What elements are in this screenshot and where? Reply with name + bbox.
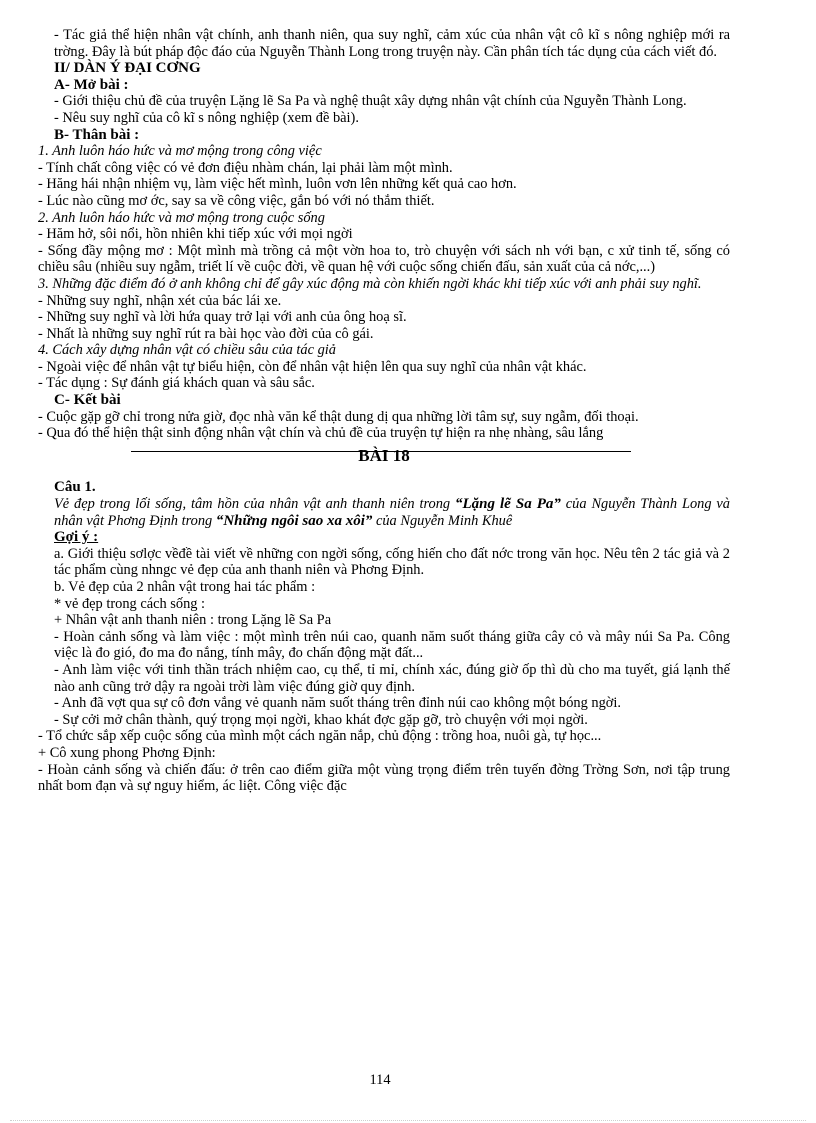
page-number: 114: [369, 1072, 391, 1088]
answer-line-8: - Sự cởi mở chân thành, quý trọng mọi ngời, khao khát đợc gặp gỡ, trò chuyện với mọi ngời.: [54, 711, 588, 728]
heading-outline: II/ DÀN Ý ĐẠI CƠNG: [54, 60, 201, 77]
question-prompt: [38, 496, 730, 529]
answer-line-5: - Hoàn cảnh sống và làm việc : một mình trên núi cao, quanh năm suốt tháng giữa cây cỏ và mây núi Sa Pa. Công việc là đo gió, đo ma đo nắng, tính mây, đo chấn động mặt đất...: [54, 628, 730, 662]
heading-mo-bai: A- Mở bài :: [54, 76, 129, 93]
answer-line-6: - Anh làm việc với tinh thần trách nhiệm cao, cụ thể, tỉ mỉ, chính xác, đúng giờ ốp thì dù cho ma tuyết, giá lạnh thế nào anh cũng trở dậy ra ngoài trời làm việc đúng giờ quy định.: [54, 661, 730, 695]
prompt-text-1: Vẻ đẹp trong lối sống, tâm hồn của nhân vật anh thanh niên trong: [54, 496, 455, 513]
answer-line-10: + Cô xung phong Phơng Định:: [38, 744, 216, 761]
answer-line-2: b. Vẻ đẹp của 2 nhân vật trong hai tác phẩm :: [54, 579, 316, 595]
mo-bai-line-2: - Nêu suy nghĩ của cô kĩ s nông nghiệp (xem đề bài).: [54, 109, 359, 126]
mo-bai-line-1: - Giới thiệu chủ đề của truyện Lặng lẽ Sa Pa và nghệ thuật xây dựng nhân vật chính của Nguyễn Thành Long.: [54, 93, 687, 110]
than-bai-line-8: - Nhất là những suy nghĩ rút ra bài học vào đời của cô gái.: [38, 325, 374, 342]
subheading-3: 3. Những đặc điểm đó ở anh không chỉ để gây xúc động mà còn khiến ngời khác khi tiếp xúc với anh phải suy nghĩ.: [38, 275, 702, 292]
than-bai-line-1: - Tính chất công việc có vẻ đơn điệu nhàm chán, lại phải làm một mình.: [38, 159, 453, 176]
answer-line-7: - Anh đã vợt qua sự cô đơn vắng vẻ quanh năm suốt tháng trên đỉnh núi cao không một bóng ngời.: [54, 695, 621, 712]
than-bai-line-5: - Sống đầy mộng mơ : Một mình mà trồng cả một vờn hoa to, trò chuyện với sách nh với bạn, c xử tinh tế, sống có chiều sâu (nhiều suy ngẫm, triết lí về cuộc đời, về quan hệ với cuộc sống chiến đấu, sản xuất của cả nớc,...): [38, 242, 730, 276]
answer-line-3: * vẻ đẹp trong cách sống :: [54, 595, 206, 612]
than-bai-line-7: - Những suy nghĩ và lời hứa quay trở lại với anh của ông hoạ sĩ.: [38, 309, 407, 326]
subheading-4: 4. Cách xây dựng nhân vật có chiều sâu của tác giả: [38, 342, 336, 359]
heading-goi-y: [38, 529, 730, 546]
subheading-1: 1. Anh luôn háo hức và mơ mộng trong công việc: [38, 143, 322, 160]
than-bai-line-3: - Lúc nào cũng mơ ớc, say sa về công việc, gắn bó với nó thắm thiết.: [38, 192, 435, 209]
than-bai-line-6: - Những suy nghĩ, nhận xét của bác lái xe.: [38, 292, 282, 309]
than-bai-line-9: - Ngoài việc để nhân vật tự biểu hiện, còn để nhân vật hiện lên qua suy nghĩ của nhân vật khác.: [38, 358, 587, 375]
question-label: Câu 1.: [54, 479, 96, 496]
answer-line-1: a. Giới thiệu sơlợc vềđề tài viết về những con ngời sống, cống hiến cho đất nớc trong văn học. Nêu tên 2 tác giả và 2 tác phẩm cùng nhngc vẻ đẹp của anh thanh niên và Phơng Định.: [54, 545, 730, 579]
than-bai-line-2: - Hăng hái nhận nhiệm vụ, làm việc hết mình, luôn vơn lên những kết quả cao hơn.: [38, 176, 517, 193]
document-page: [38, 27, 730, 795]
footer-dotted-rule: [10, 1120, 806, 1121]
than-bai-line-4: - Hăm hở, sôi nổi, hồn nhiên khi tiếp xúc với mọi ngời: [38, 226, 353, 243]
answer-line-9: - Tổ chức sắp xếp cuộc sống của mình một cách ngăn nắp, chủ động : trồng hoa, nuôi gà, tự học...: [38, 728, 602, 745]
ket-bai-line-2: - Qua đó thể hiện thật sinh động nhân vật chín và chủ đề của truyện tự hiện ra nhẹ nhàng, sâu lắng: [38, 425, 604, 442]
work-title-nhung-ngoi-sao: “Những ngôi sao xa xôi”: [215, 512, 373, 529]
subheading-2: 2. Anh luôn háo hức và mơ mộng trong cuộc sống: [38, 209, 325, 226]
answer-line-4: + Nhân vật anh thanh niên : trong Lặng lẽ Sa Pa: [54, 612, 332, 629]
goi-y-label: Gợi ý :: [54, 529, 99, 546]
prompt-text-2: của Nguyễn Thành Long và nhân vật Phơng Định trong: [54, 496, 731, 529]
work-title-lang-le-sa-pa: “Lặng lẽ Sa Pa”: [454, 496, 561, 513]
than-bai-line-10: - Tác dụng : Sự đánh giá khách quan và sâu sắc.: [38, 375, 315, 392]
heading-than-bai: B- Thân bài :: [54, 126, 140, 143]
answer-line-11: - Hoàn cảnh sống và chiến đấu: ở trên cao điểm giữa một vùng trọng điểm trên tuyến đờng Trờng Sơn, nơi tập trung nhất bom đạn và sự nguy hiểm, ác liệt. Công việc đặc: [38, 761, 730, 795]
prompt-text-3: của Nguyễn Minh Khuê: [372, 512, 513, 529]
lesson-title: BÀI 18: [358, 445, 410, 465]
intro-paragraph: - Tác giả thể hiện nhân vật chính, anh thanh niên, qua suy nghĩ, cảm xúc của nhân vật cô kĩ s nông nghiệp mới ra trờng. Đây là bút pháp độc đáo của Nguyễn Thành Long trong truyện này. Cần phân tích tác dụng của cách viết đó.: [54, 27, 730, 60]
ket-bai-line-1: - Cuộc gặp gỡ chỉ trong nửa giờ, đọc nhà văn kể thật dung dị qua những lời tâm sự, suy ngẫm, đối thoại.: [38, 408, 639, 425]
heading-ket-bai: C- Kết bài: [54, 392, 121, 409]
